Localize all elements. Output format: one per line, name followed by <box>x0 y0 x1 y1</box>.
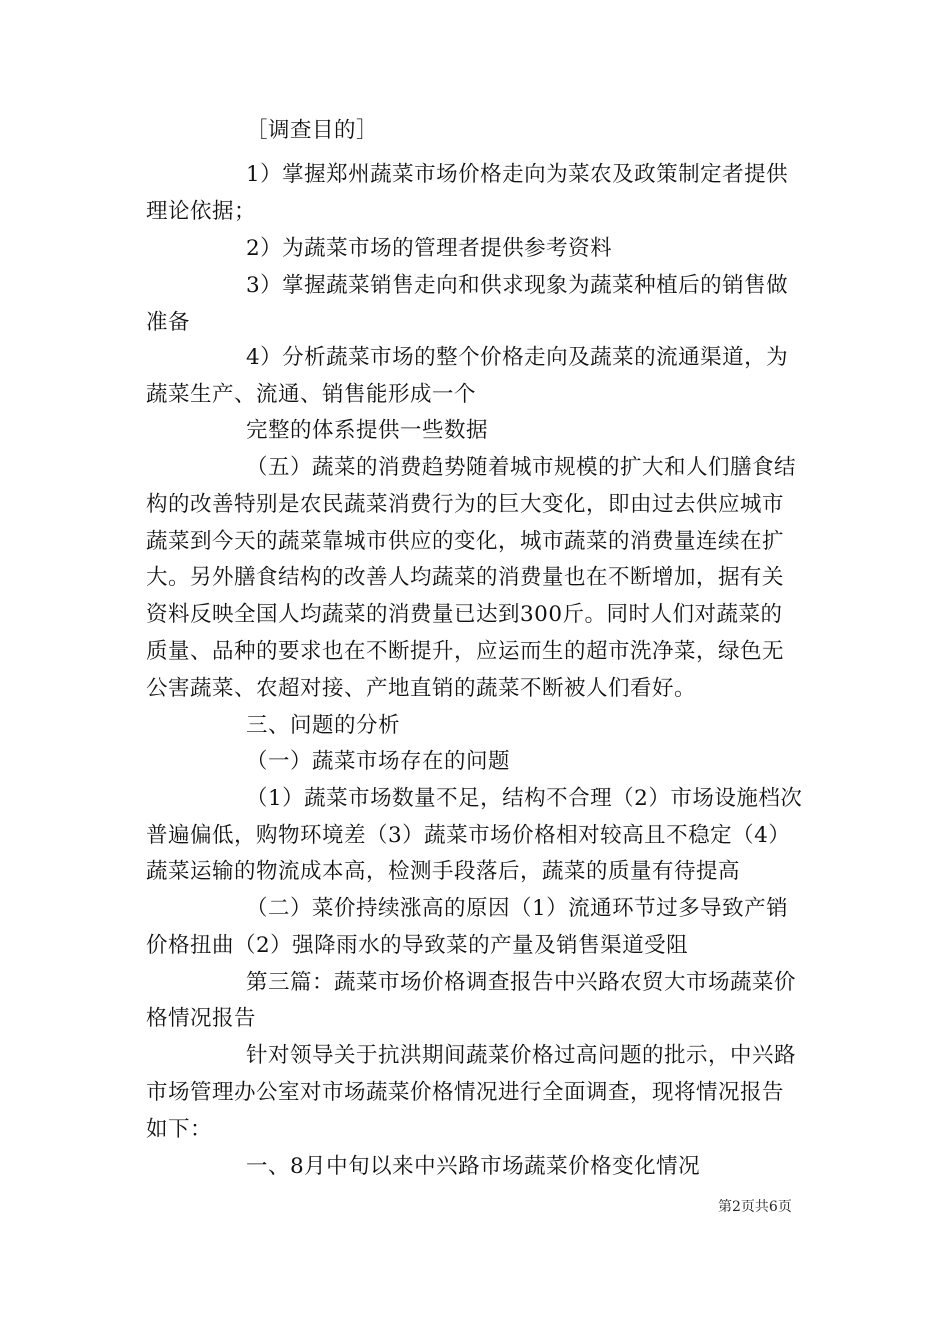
text-line: 蔬菜到今天的蔬菜靠城市供应的变化，城市蔬菜的消费量连续在扩 <box>146 529 785 554</box>
text-line: 价格扭曲（2）强降雨水的导致菜的产量及销售渠道受阻 <box>146 933 689 958</box>
text-line: 蔬菜生产、流通、销售能形成一个 <box>146 382 477 407</box>
text-line: 3）掌握蔬菜销售走向和供求现象为蔬菜种植后的销售做 <box>246 273 789 298</box>
text-line: 完整的体系提供一些数据 <box>246 418 489 443</box>
text-line: 三、问题的分析 <box>246 713 401 738</box>
text-line: 第三篇：蔬菜市场价格调查报告中兴路农贸大市场蔬菜价 <box>246 970 797 995</box>
text-line: 普遍偏低，购物环境差（3）蔬菜市场价格相对较高且不稳定（4） <box>146 823 791 848</box>
page-number-footer: 第2页共6页 <box>718 1199 792 1215</box>
text-line: 公害蔬菜、农超对接、产地直销的蔬菜不断被人们看好。 <box>146 676 697 701</box>
text-line: ［调查目的］ <box>246 118 379 143</box>
text-line: 4）分析蔬菜市场的整个价格走向及蔬菜的流通渠道，为 <box>246 345 789 370</box>
text-line: 2）为蔬菜市场的管理者提供参考资料 <box>246 236 613 261</box>
text-line: 资料反映全国人均蔬菜的消费量已达到300斤。同时人们对蔬菜的 <box>146 602 783 627</box>
text-line: 质量、品种的要求也在不断提升，应运而生的超市洗净菜，绿色无 <box>146 639 785 664</box>
text-line: （二）菜价持续涨高的原因（1）流通环节过多导致产销 <box>246 896 789 921</box>
text-line: （1）蔬菜市场数量不足，结构不合理（2）市场设施档次 <box>246 786 803 811</box>
text-line: 针对领导关于抗洪期间蔬菜价格过高问题的批示，中兴路 <box>246 1043 797 1068</box>
text-line: 蔬菜运输的物流成本高，检测手段落后，蔬菜的质量有待提高 <box>146 859 741 884</box>
text-line: 1）掌握郑州蔬菜市场价格走向为菜农及政策制定者提供 <box>246 162 789 187</box>
text-line: 市场管理办公室对市场蔬菜价格情况进行全面调查，现将情况报告 <box>146 1080 785 1105</box>
text-line: 一、8月中旬以来中兴路市场蔬菜价格变化情况 <box>246 1154 701 1179</box>
text-line: （五）蔬菜的消费趋势随着城市规模的扩大和人们膳食结 <box>246 455 797 480</box>
text-line: 大。另外膳食结构的改善人均蔬菜的消费量也在不断增加，据有关 <box>146 565 785 590</box>
text-line: （一）蔬菜市场存在的问题 <box>246 749 511 774</box>
text-line: 格情况报告 <box>146 1006 257 1031</box>
text-line: 理论依据； <box>146 199 257 224</box>
text-line: 准备 <box>146 310 191 335</box>
text-line: 构的改善特别是农民蔬菜消费行为的巨大变化，即由过去供应城市 <box>146 492 785 517</box>
text-line: 如下： <box>146 1117 213 1142</box>
